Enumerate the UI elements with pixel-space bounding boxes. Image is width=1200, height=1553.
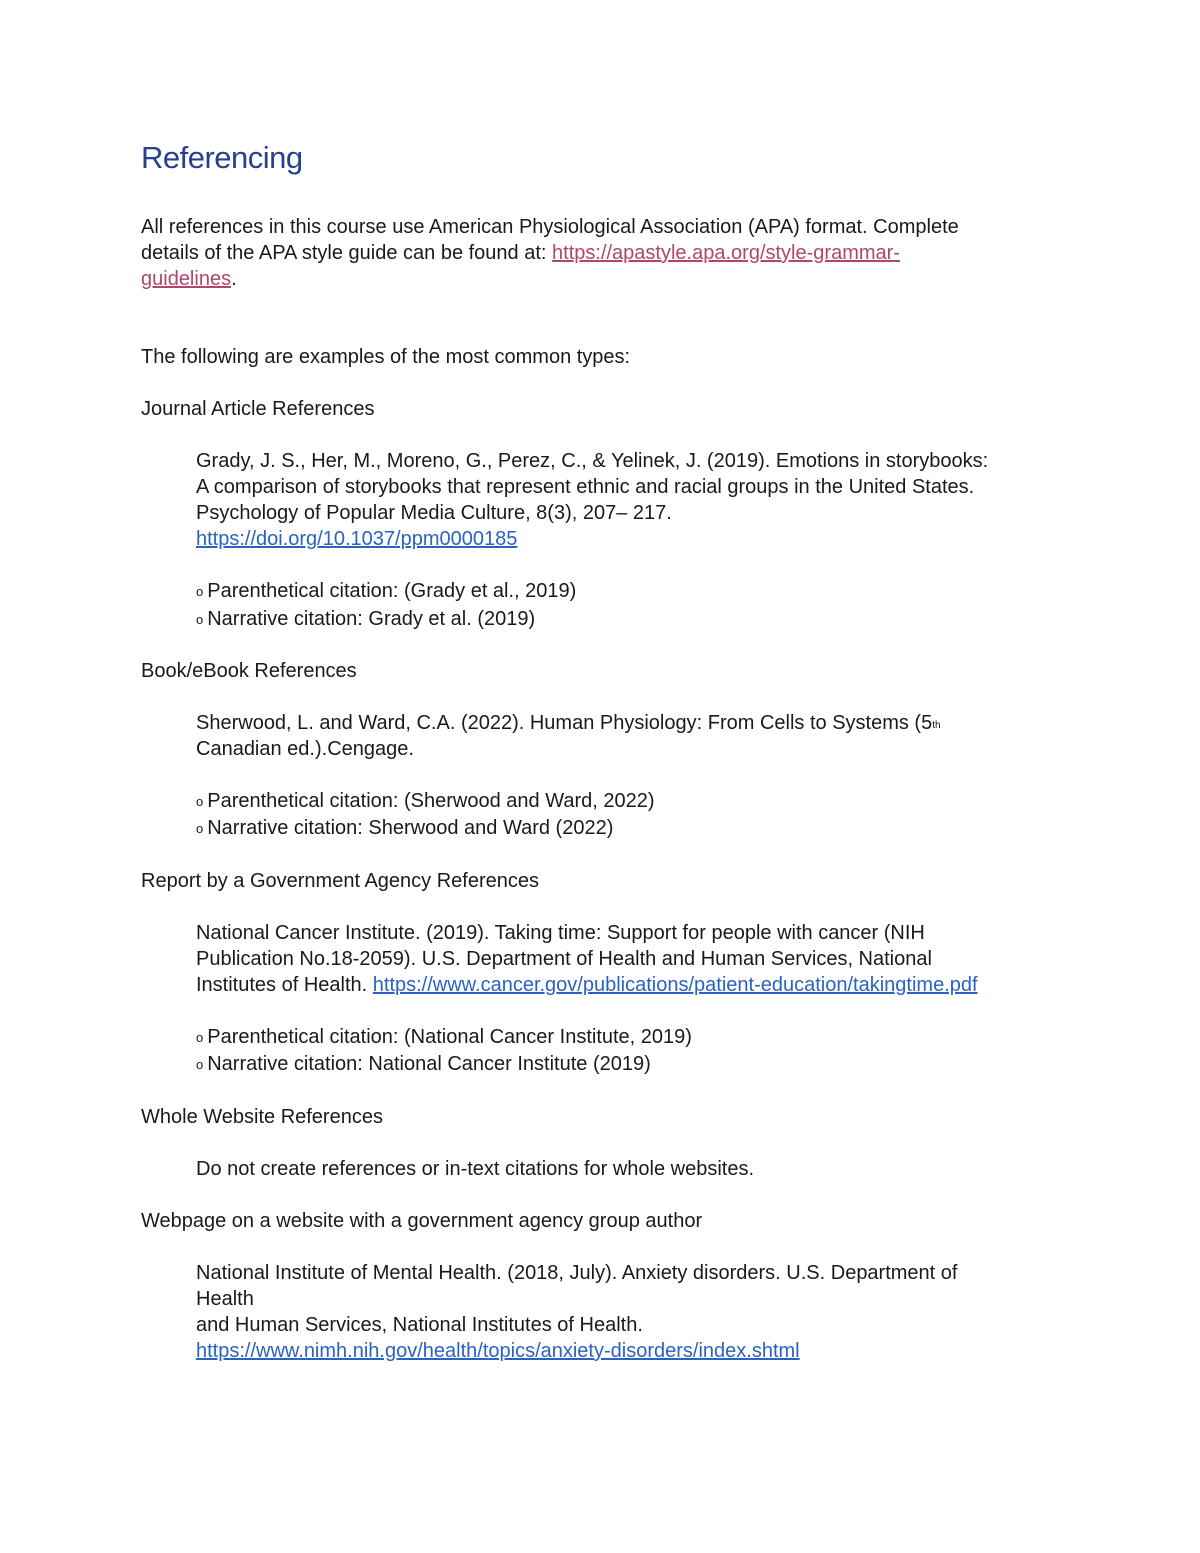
bullet-marker: o <box>196 794 204 809</box>
website-heading: Whole Website References <box>141 1106 383 1128</box>
journal-narrative <box>196 606 535 634</box>
journal-doi-link[interactable]: https://doi.org/10.1037/ppm0000185 <box>196 528 518 550</box>
webpage-ref-line-2: Health <box>196 1288 254 1310</box>
intro-line-3 <box>141 266 237 292</box>
book-ref-line-1-text: Sherwood, L. and Ward, C.A. (2022). Human Physiology: From Cells to Systems (5 <box>196 712 933 734</box>
journal-ref-line-2: A comparison of storybooks that represent ethnic and racial groups in the United States. <box>196 476 975 498</box>
intro-line-2 <box>141 240 900 266</box>
journal-ref-line-3: Psychology of Popular Media Culture, 8(3), 207– 217. <box>196 502 672 524</box>
book-ref-line-2: Canadian ed.).Cengage. <box>196 738 414 760</box>
book-heading: Book/eBook References <box>141 660 357 682</box>
journal-heading: Journal Article References <box>141 398 375 420</box>
journal-narrative-text: Narrative citation: Grady et al. (2019) <box>207 608 536 630</box>
apa-style-link-continued[interactable]: guidelines <box>141 268 232 290</box>
nimh-link[interactable]: https://www.nimh.nih.gov/health/topics/anxiety-disorders/index.shtml <box>196 1340 800 1362</box>
book-narrative <box>196 815 613 843</box>
government-narrative <box>196 1051 651 1079</box>
cancer-gov-link[interactable]: https://www.cancer.gov/publications/patient-education/takingtime.pdf <box>372 974 978 996</box>
apa-style-link[interactable]: https://apastyle.apa.org/style-grammar- <box>552 242 900 264</box>
page-title: Referencing <box>141 140 303 175</box>
government-ref-line-1: National Cancer Institute. (2019). Taking time: Support for people with cancer (NIH <box>196 922 925 944</box>
government-ref-line-2: Publication No.18-2059). U.S. Department of Health and Human Services, National <box>196 948 932 970</box>
journal-parenthetical <box>196 578 576 606</box>
book-parenthetical-text: Parenthetical citation: (Sherwood and Ward, 2022) <box>207 790 655 812</box>
journal-ref-doi <box>196 526 517 552</box>
intro-line-2-text: details of the APA style guide can be found at: <box>141 242 553 264</box>
book-parenthetical <box>196 788 655 816</box>
intro-line-1: All references in this course use American Physiological Association (APA) format. Complete <box>141 216 959 238</box>
bullet-marker: o <box>196 821 204 836</box>
government-parenthetical <box>196 1024 692 1052</box>
ordinal-suffix: th <box>932 720 941 731</box>
government-ref-line-3 <box>196 972 978 998</box>
webpage-ref-line-1: National Institute of Mental Health. (2018, July). Anxiety disorders. U.S. Department of <box>196 1262 958 1284</box>
government-ref-line-3-text: Institutes of Health. <box>196 974 373 996</box>
bullet-marker: o <box>196 584 204 599</box>
intro-suffix: . <box>231 268 237 290</box>
government-parenthetical-text: Parenthetical citation: (National Cancer Institute, 2019) <box>207 1026 692 1048</box>
bullet-marker: o <box>196 1057 204 1072</box>
journal-ref-line-1: Grady, J. S., Her, M., Moreno, G., Perez, C., & Yelinek, J. (2019). Emotions in storybooks: <box>196 450 989 472</box>
website-note: Do not create references or in-text citations for whole websites. <box>196 1158 755 1180</box>
webpage-ref-link-line <box>196 1338 800 1364</box>
bullet-marker: o <box>196 612 204 627</box>
government-heading: Report by a Government Agency References <box>141 870 539 892</box>
examples-intro: The following are examples of the most common types: <box>141 346 631 368</box>
government-narrative-text: Narrative citation: National Cancer Institute (2019) <box>207 1053 651 1075</box>
journal-parenthetical-text: Parenthetical citation: (Grady et al., 2019) <box>207 580 577 602</box>
webpage-heading: Webpage on a website with a government agency group author <box>141 1210 703 1232</box>
bullet-marker: o <box>196 1030 204 1045</box>
book-narrative-text: Narrative citation: Sherwood and Ward (2022) <box>207 817 614 839</box>
webpage-ref-line-3: and Human Services, National Institutes of Health. <box>196 1314 643 1336</box>
